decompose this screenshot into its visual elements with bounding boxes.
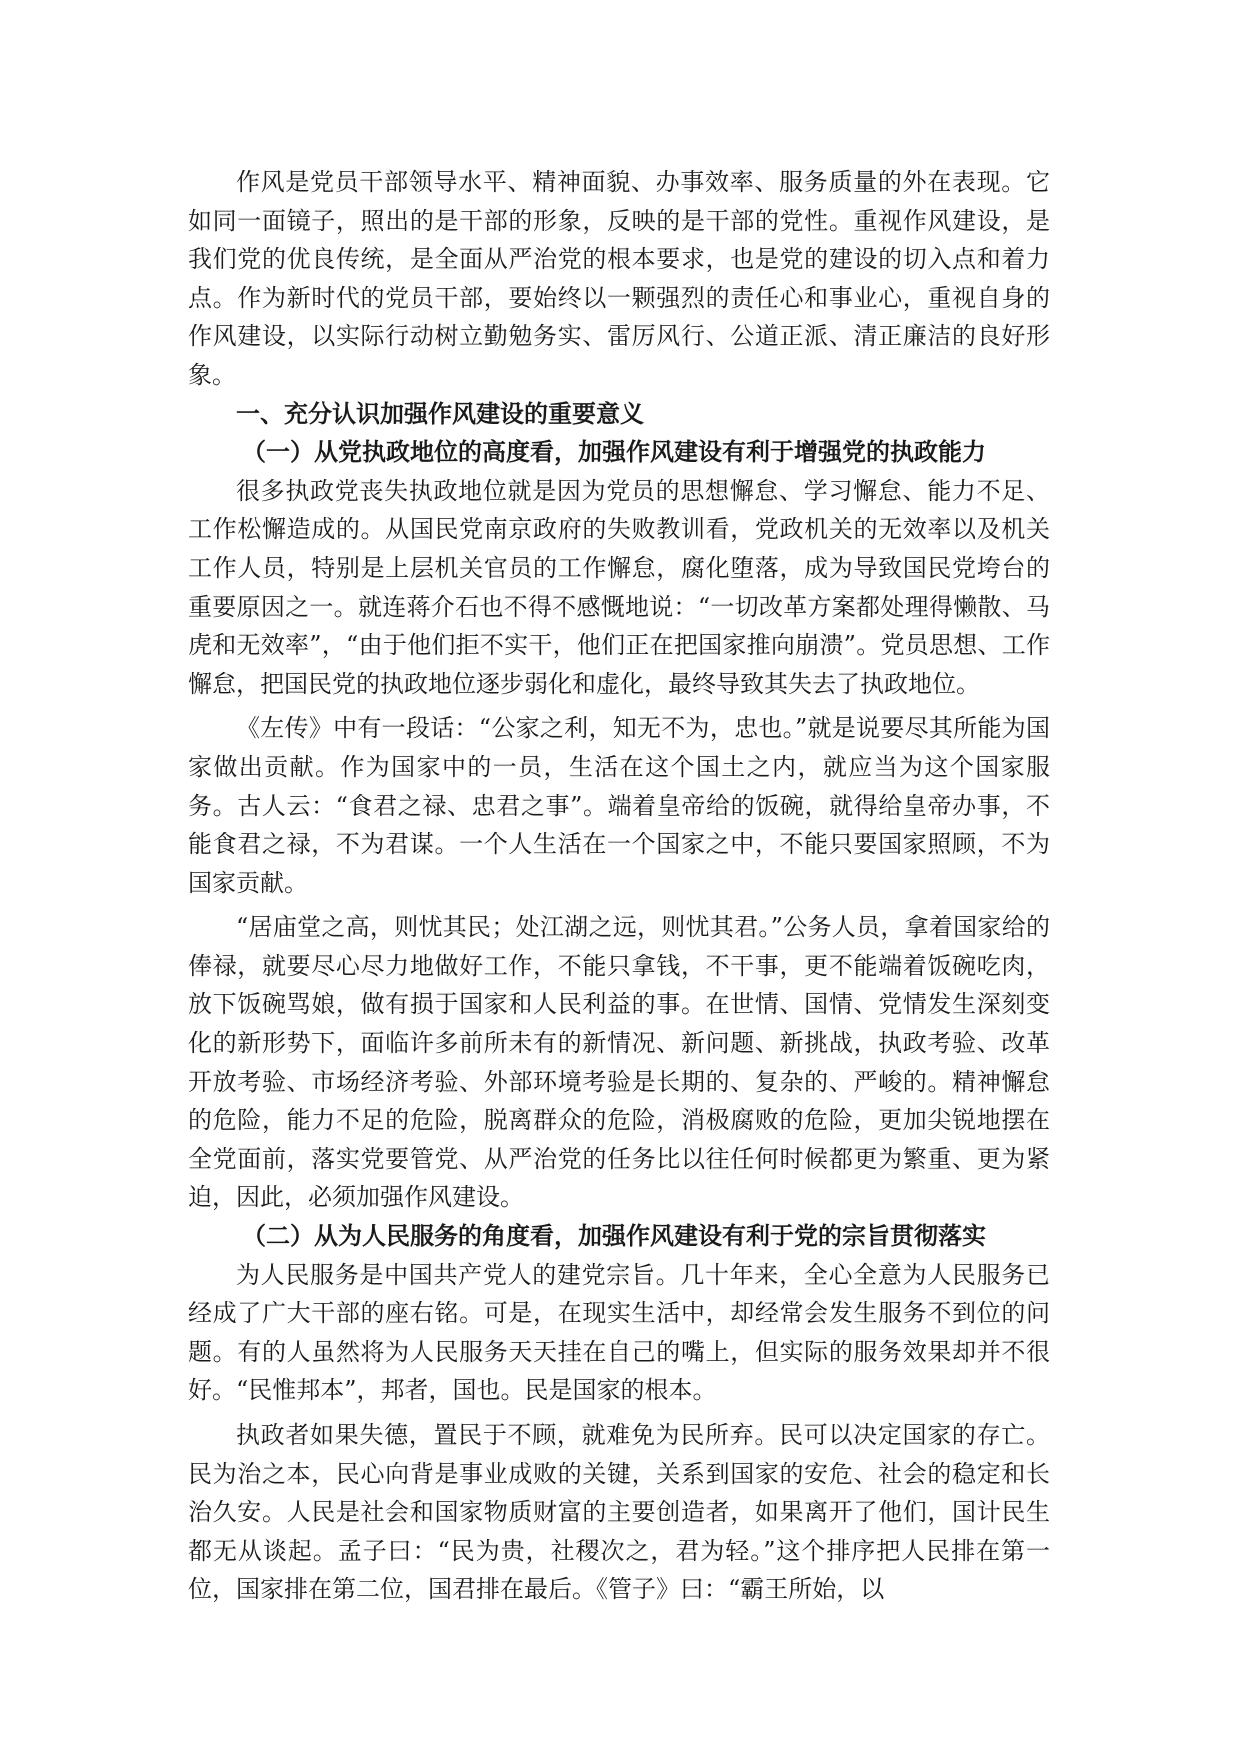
subsection-heading-1: （一）从党执政地位的高度看，加强作风建设有利于增强党的执政能力 (242, 438, 986, 467)
intro-paragraph: 作风是党员干部领导水平、精神面貌、办事效率、服务质量的外在表现。它如同一面镜子，照出的是干部的形象，反映的是干部的党性。重视作风建设，是我们党的优良传统，是全面从严治党的根本要求，也是党的建设的切入点和着力点。作为新时代的党员干部，要始终以一颗强烈的责任心和事业心，重视自身的作风建设，以实际行动树立勤勉务实、雷厉风行、公道正派、清正廉洁的良好形象。 (188, 168, 1050, 389)
body-paragraph: 《左传》中有一段话：“公家之利，知无不为，忠也。”就是说要尽其所能为国家做出贡献。作为国家中的一员，生活在这个国土之内，就应当为这个国家服务。古人云：“食君之禄、忠君之事”。端着皇帝给的饭碗，就得给皇帝办事，不能食君之禄，不为君谋。一个人生活在一个国家之中，不能只要国家照顾，不为国家贡献。 (188, 714, 1050, 897)
body-paragraph: 为人民服务是中国共产党人的建党宗旨。几十年来，全心全意为人民服务已经成了广大干部的座右铭。可是，在现实生活中，却经常会发生服务不到位的问题。有的人虽然将为人民服务天天挂在自己的嘴上，但实际的服务效果却并不很好。“民惟邦本”，邦者，国也。民是国家的根本。 (188, 1260, 1050, 1405)
body-paragraph: “居庙堂之高，则忧其民；处江湖之远，则忧其君。”公务人员，拿着国家给的俸禄，就要尽心尽力地做好工作，不能只拿钱，不干事，更不能端着饭碗吃肉，放下饭碗骂娘，做有损于国家和人民利益的事。在世情、国情、党情发生深刻变化的新形势下，面临许多前所未有的新情况、新问题、新挑战，执政考验、改革开放考验、市场经济考验、外部环境考验是长期的、复杂的、严峻的。精神懈怠的危险，能力不足的危险，脱离群众的危险，消极腐败的危险，更加尖锐地摆在全党面前，落实党要管党、从严治党的任务比以往任何时候都更为繁重、更为紧迫，因此，必须加强作风建设。 (188, 913, 1050, 1212)
section-heading-1: 一、充分认识加强作风建设的重要意义 (236, 399, 644, 428)
document-page (188, 163, 1050, 1609)
subsection-heading-2: （二）从为人民服务的角度看，加强作风建设有利于党的宗旨贯彻落实 (242, 1222, 986, 1251)
body-paragraph: 执政者如果失德，置民于不顾，就难免为民所弃。民可以决定国家的存亡。民为治之本，民心向背是事业成败的关键，关系到国家的安危、社会的稳定和长治久安。人民是社会和国家物质财富的主要创造者，如果离开了他们，国计民生都无从谈起。孟子曰：“民为贵，社稷次之，君为轻。”这个排序把人民排在第一位，国家排在第二位，国君排在最后。《管子》曰：“霸王所始，以 (188, 1421, 1050, 1604)
body-paragraph: 很多执政党丧失执政地位就是因为党员的思想懈怠、学习懈怠、能力不足、工作松懈造成的。从国民党南京政府的失败教训看，党政机关的无效率以及机关工作人员，特别是上层机关官员的工作懈怠，腐化堕落，成为导致国民党垮台的重要原因之一。就连蒋介石也不得不感慨地说：“一切改革方案都处理得懒散、马虎和无效率”，“由于他们拒不实干，他们正在把国家推向崩溃”。党员思想、工作懈怠，把国民党的执政地位逐步弱化和虚化，最终导致其失去了执政地位。 (188, 476, 1050, 698)
